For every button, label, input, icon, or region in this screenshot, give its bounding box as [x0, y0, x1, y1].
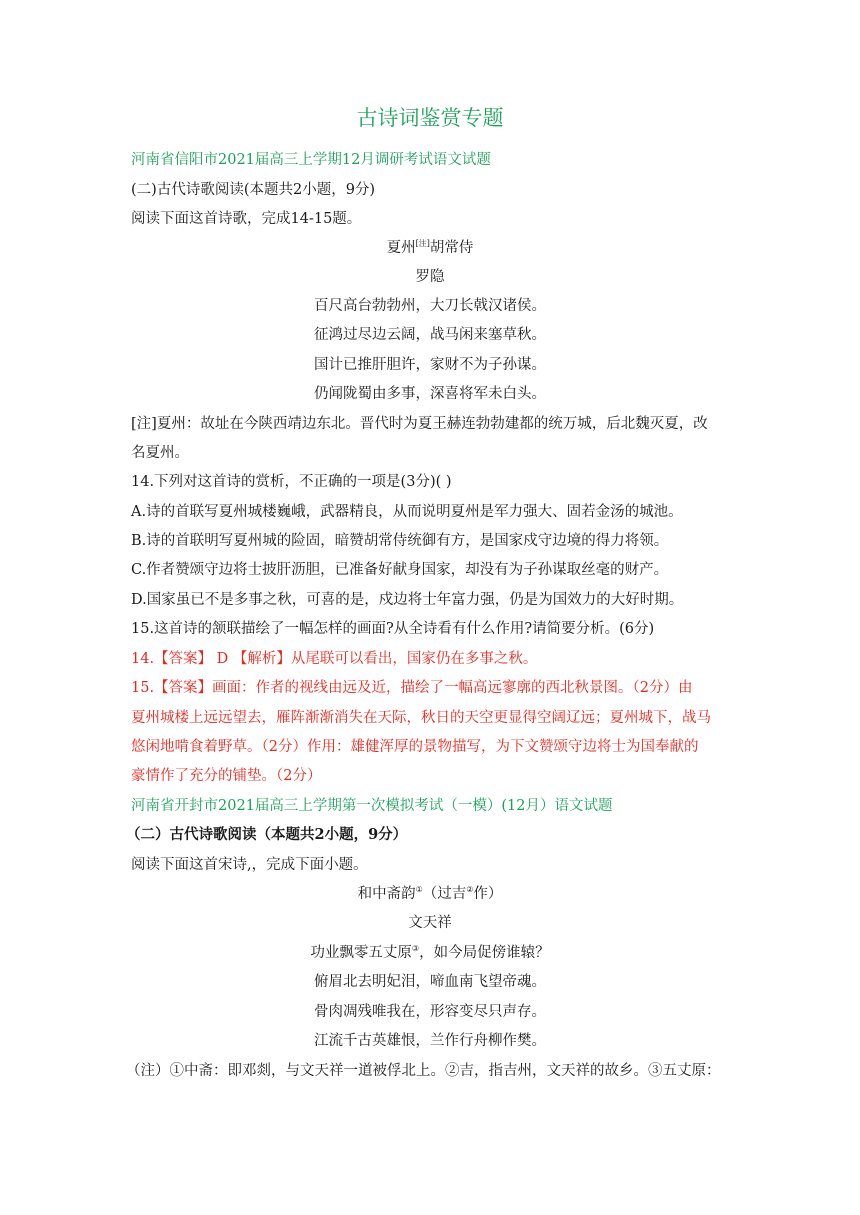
section2-source: 河南省开封市2021届高三上学期第一次模拟考试（一模）(12月）语文试题: [131, 798, 613, 814]
poem2-line: 俯眉北去明妃泪，啼血南飞望帝魂。: [314, 974, 546, 990]
poem2-note: （注）①中斋：即邓剡，与文天祥一道被俘北上。②吉，指吉州，文天祥的故乡。③五丈原：: [126, 1063, 721, 1079]
question-14: 14.下列对这首诗的赏析，不正确的一项是(3分)( ): [131, 474, 452, 490]
section1-instruction: 阅读下面这首诗歌，完成14-15题。: [131, 211, 362, 227]
question-15: 15.这首诗的颔联描绘了一幅怎样的画面?从全诗看有什么作用?请简要分析。(6分): [131, 621, 655, 637]
poem1-note-line1: [注]夏州：故址在今陕西靖边东北。晋代时为夏王赫连勃勃建都的统万城，后北魏灭夏，改: [131, 416, 708, 432]
option-c: C.作者赞颂守边将士披肝沥胆，已准备好献身国家，却没有为子孙谋取丝毫的财产。: [131, 562, 669, 578]
answer-15-line2: 夏州城楼上远远望去，雁阵渐渐消失在天际，秋日的天空更显得空阔辽远；夏州城下，战马: [131, 710, 711, 726]
poem2-title-a: 和中斋韵: [357, 886, 416, 902]
poem2-line: 骨肉凋残唯我在，形容变尽只声存。: [314, 1004, 546, 1020]
poem1-title: [0, 238, 860, 258]
poem1-author: 罗隐: [415, 269, 445, 285]
poem2-title-c: 作）: [473, 886, 503, 902]
poem2-line1-b: ，如今局促傍谁辕？: [419, 945, 550, 961]
poem1-title-main: 夏州: [386, 240, 416, 256]
poem2-title-sup2: ②: [466, 885, 474, 895]
poem2-title-b: （过吉: [422, 886, 467, 902]
poem2-line1-a: 功业飘零五丈原: [310, 945, 412, 961]
option-d: D.国家虽已不是多事之秋，可喜的是，戍边将士年富力强，仍是为国效力的大好时期。: [131, 592, 684, 608]
poem1-title-note-mark: [注]: [415, 239, 430, 249]
poem2-title: [0, 884, 860, 904]
section2-instruction: 阅读下面这首宋诗,，完成下面小题。: [131, 857, 368, 873]
poem1-line: 征鸿过尽边云阔，战马闲来塞草秋。: [314, 327, 546, 343]
page-title: 古诗词鉴赏专题: [356, 106, 504, 130]
poem2-author: 文天祥: [408, 915, 452, 931]
answer-15-line3: 悠闲地啃食着野草。（2分）作用：雄健浑厚的景物描写，为下文赞颂守边将士为国奉献的: [131, 739, 699, 755]
poem1-line: 仍闻陇蜀由多事，深喜将军未白头。: [314, 386, 546, 402]
poem2-title-sup1: ①: [415, 885, 423, 895]
answer-15-line1: 15.【答案】画面：作者的视线由远及近，描绘了一幅高远寥廓的西北秋景图。（2分）由: [131, 680, 693, 696]
section1-heading: (二)古代诗歌阅读(本题共2小题，9分): [131, 182, 376, 198]
section1-source: 河南省信阳市2021届高三上学期12月调研考试语文试题: [131, 152, 491, 168]
option-b: B.诗的首联明写夏州城的险固，暗赞胡常侍统御有方，是国家戍守边境的得力将领。: [131, 533, 669, 549]
poem1-title-rest: 胡常侍: [429, 240, 474, 256]
option-a: A.诗的首联写夏州城楼巍峨，武器精良，从而说明夏州是军力强大、固若金汤的城池。: [131, 504, 683, 520]
poem2-line: [0, 943, 860, 963]
poem2-line1-sup: ③: [411, 944, 420, 954]
poem1-note-line2: 名夏州。: [131, 445, 189, 461]
poem1-line: 百尺高台勃勃州，大刀长戟汉诸侯。: [314, 298, 546, 314]
answer-14: 14.【答案】 D 【解析】从尾联可以看出，国家仍在多事之秋。: [131, 651, 538, 667]
answer-15-line4: 豪情作了充分的铺垫。（2分）: [131, 768, 322, 784]
poem1-line: 国计已推肝胆许，家财不为子孙谋。: [314, 357, 546, 373]
section2-heading: （二）古代诗歌阅读（本题共2小题，9分）: [126, 826, 408, 843]
poem2-line: 江流千古英雄恨，兰作行舟柳作樊。: [314, 1033, 546, 1049]
